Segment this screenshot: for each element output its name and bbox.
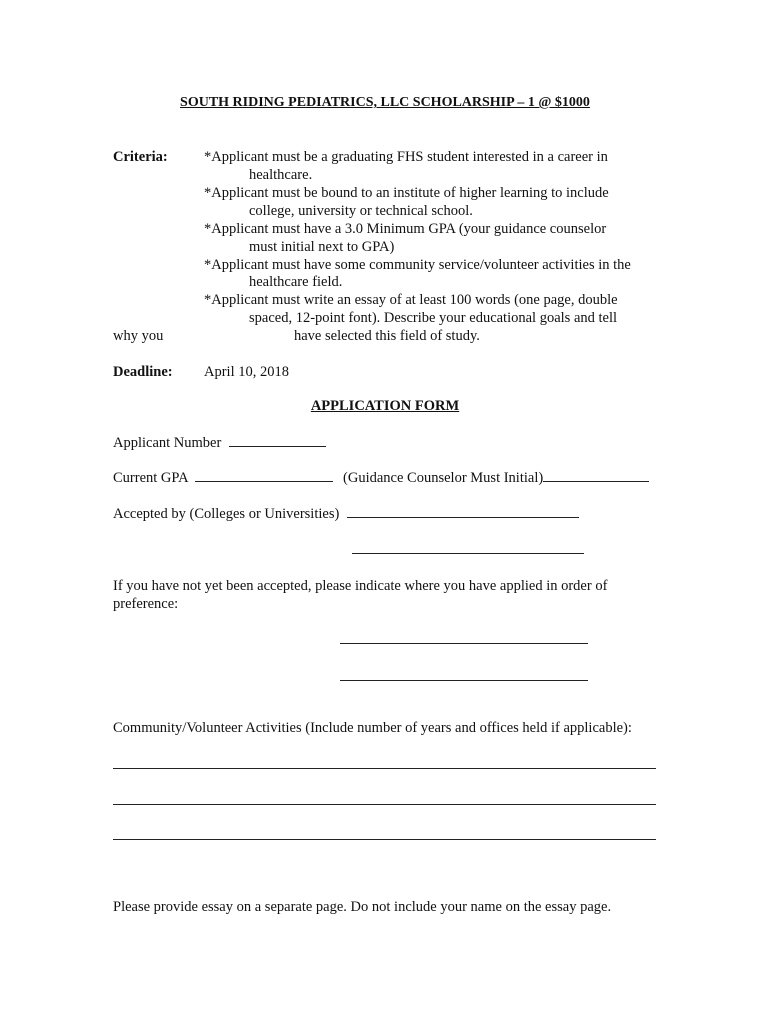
criteria-line: *Applicant must have some community service/volunteer activities in the (204, 257, 631, 273)
criteria-line: healthcare field. (249, 274, 343, 290)
accepted-label: Accepted by (Colleges or Universities) (113, 506, 340, 522)
criteria-line: *Applicant must be bound to an institute of higher learning to include (204, 185, 609, 201)
gpa-row (113, 469, 649, 487)
community-label: Community/Volunteer Activities (Include number of years and offices held if applicable): (113, 720, 632, 736)
not-accepted-text: preference: (113, 596, 179, 612)
applicant-number-field[interactable] (229, 434, 326, 447)
counselor-label: (Guidance Counselor Must Initial) (343, 470, 544, 486)
community-field-3[interactable] (113, 839, 656, 840)
essay-note: Please provide essay on a separate page. Do not include your name on the essay page. (113, 899, 612, 915)
criteria-line: spaced, 12-point font). Describe your educational goals and tell (249, 310, 618, 326)
accepted-row (113, 505, 579, 523)
deadline-value: April 10, 2018 (204, 364, 289, 380)
accepted-field[interactable] (347, 505, 579, 518)
criteria-line: college, university or technical school. (249, 203, 473, 219)
document-title: SOUTH RIDING PEDIATRICS, LLC SCHOLARSHIP – 1 @ $1000 (180, 95, 590, 110)
accepted-field-2[interactable] (352, 553, 584, 554)
deadline-label: Deadline: (113, 364, 173, 380)
not-accepted-text: If you have not yet been accepted, please indicate where you have applied in order of (113, 578, 608, 594)
criteria-why-you: why you (113, 328, 164, 344)
applicant-number-row (113, 434, 326, 452)
criteria-label: Criteria: (113, 149, 168, 165)
criteria-line: have selected this field of study. (294, 328, 480, 344)
applied-field-1[interactable] (340, 643, 588, 644)
gpa-label: Current GPA (113, 470, 188, 486)
applied-field-2[interactable] (340, 680, 588, 681)
counselor-initial-field[interactable] (543, 469, 649, 482)
application-form-title: APPLICATION FORM (310, 398, 460, 414)
criteria-line: *Applicant must write an essay of at least 100 words (one page, double (204, 292, 618, 308)
community-field-2[interactable] (113, 804, 656, 805)
criteria-line: healthcare. (249, 167, 313, 183)
criteria-line: *Applicant must be a graduating FHS student interested in a career in (204, 149, 608, 165)
criteria-line: *Applicant must have a 3.0 Minimum GPA (your guidance counselor (204, 221, 607, 237)
gpa-field[interactable] (195, 469, 333, 482)
criteria-line: must initial next to GPA) (249, 239, 395, 255)
community-field-1[interactable] (113, 768, 656, 769)
applicant-number-label: Applicant Number (113, 435, 222, 451)
